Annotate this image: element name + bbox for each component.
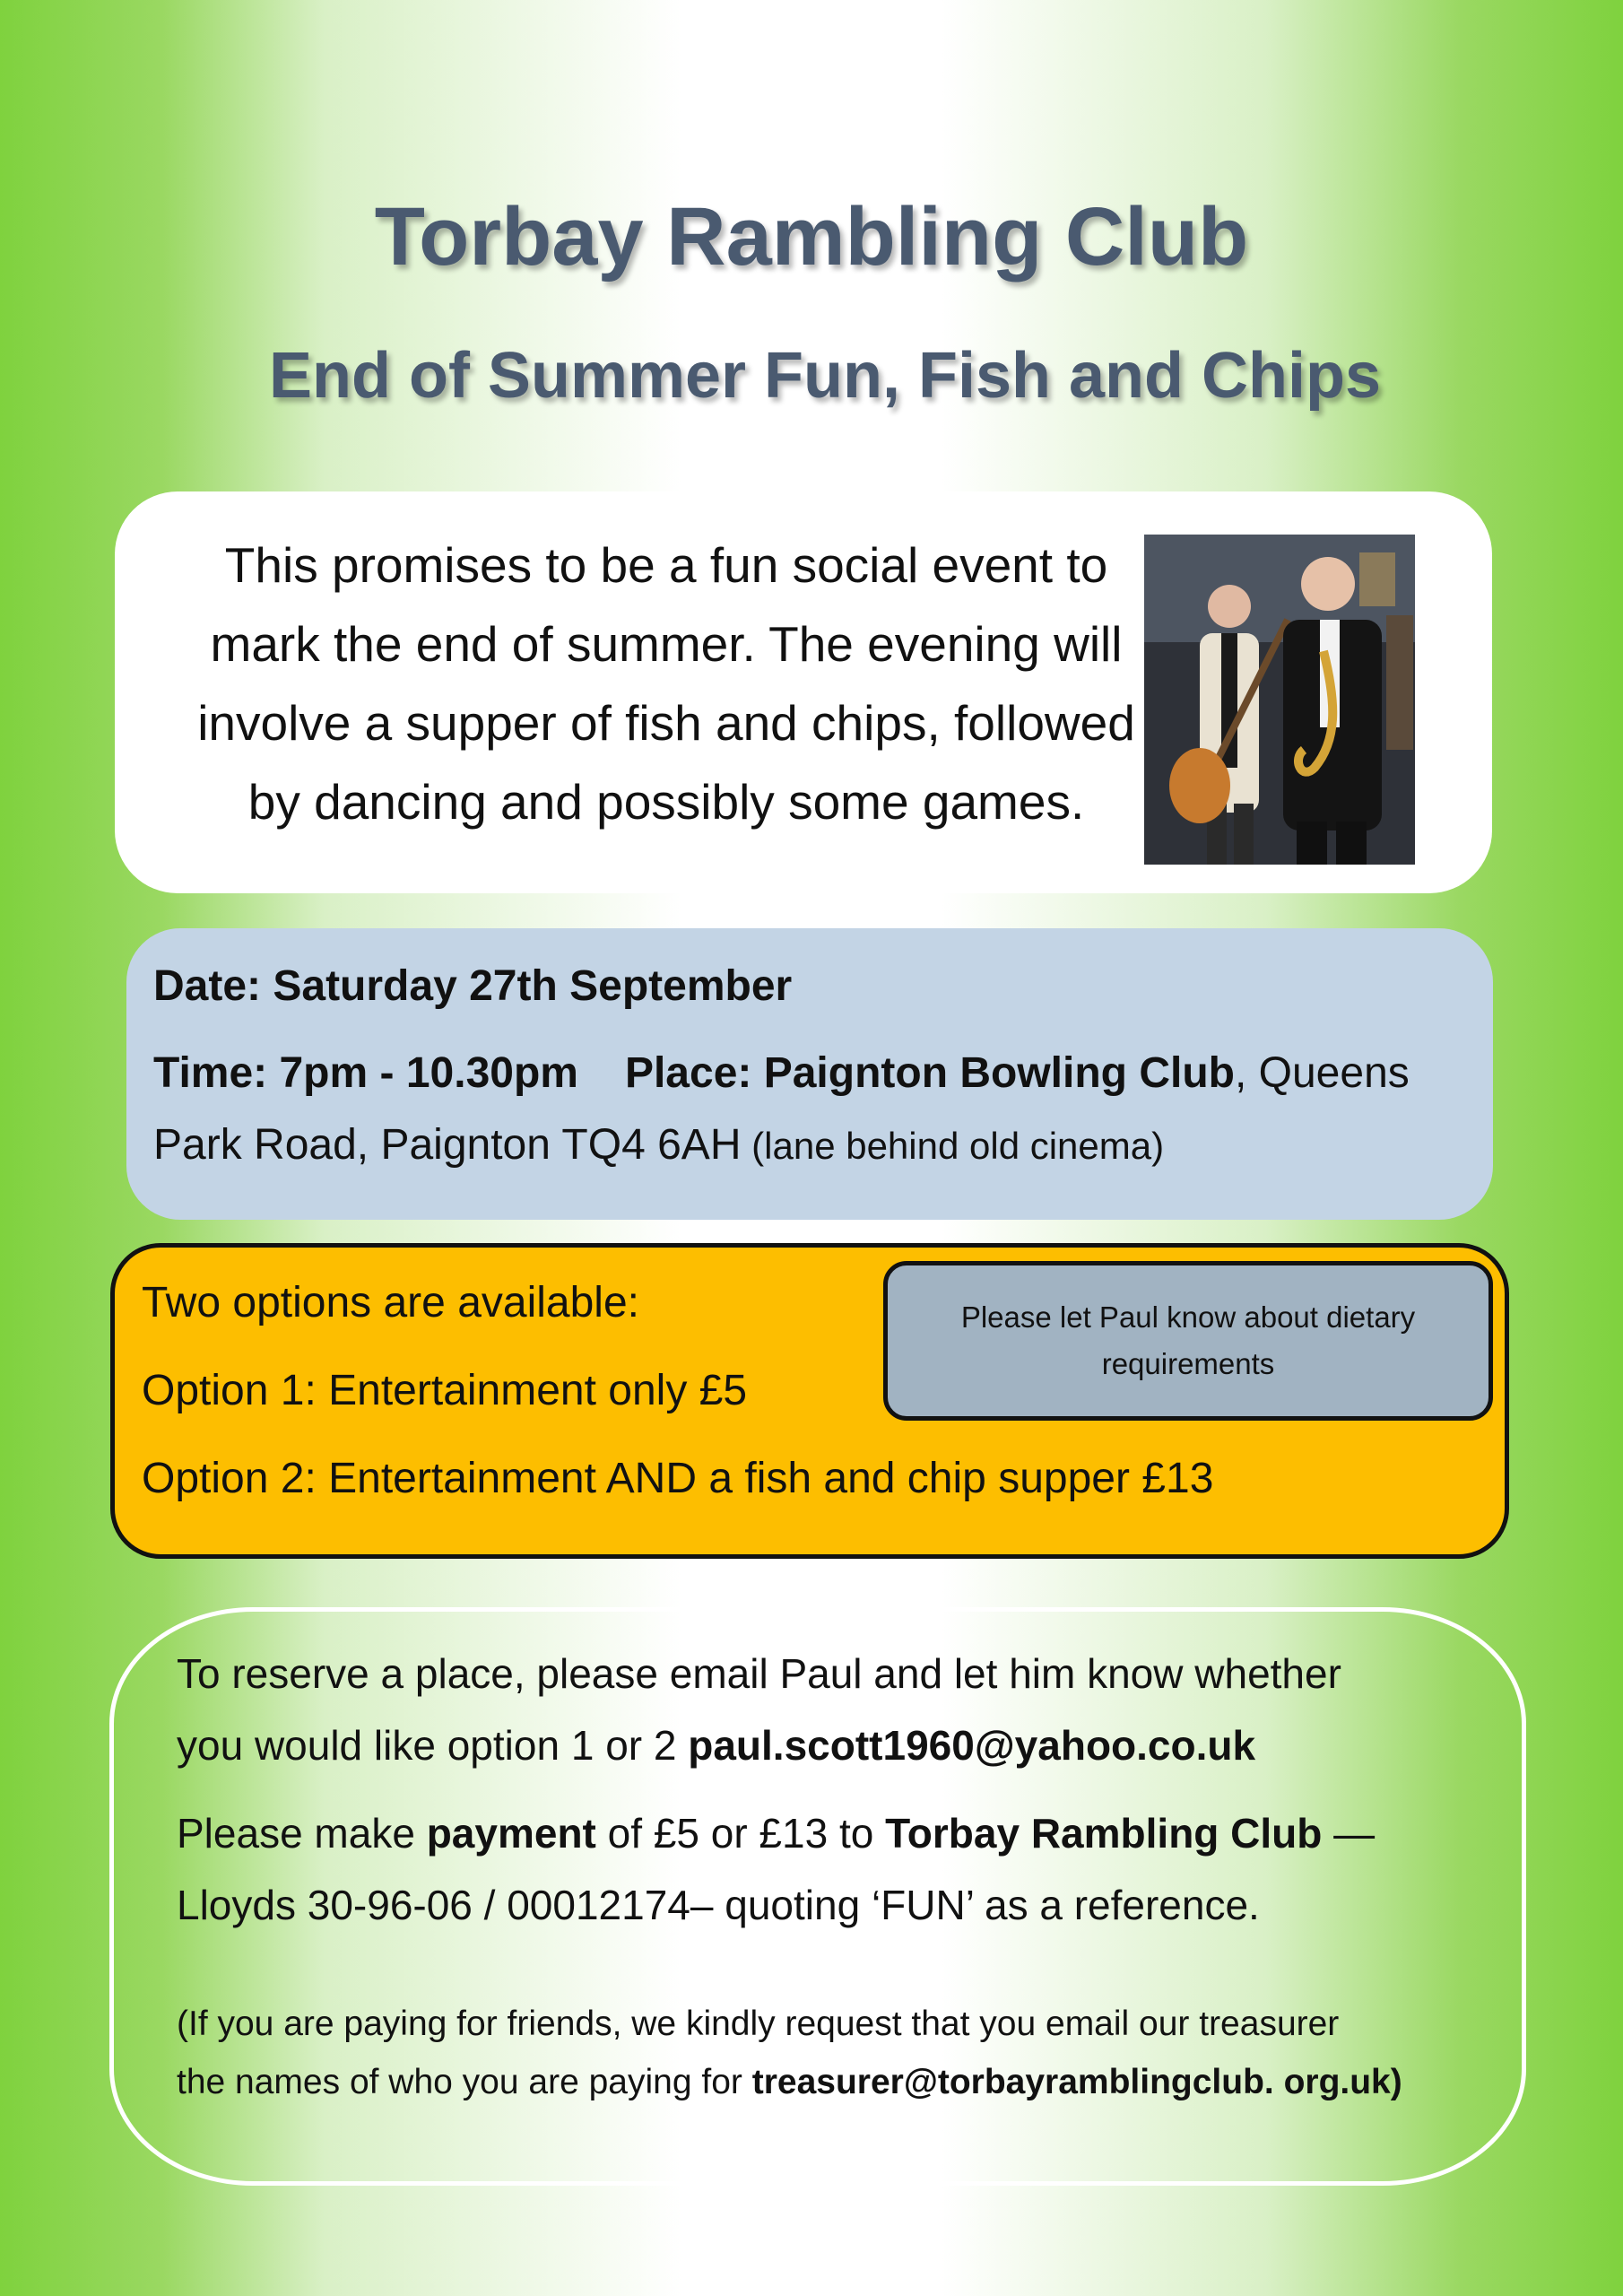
payment-line bbox=[177, 1809, 1375, 1857]
dietary-note-text: Please let Paul know about dietary requirements bbox=[960, 1300, 1416, 1380]
payment-keyword: payment bbox=[426, 1810, 596, 1857]
band-photo-illustration bbox=[1144, 535, 1415, 865]
event-place: Place: Paignton Bowling Club bbox=[624, 1049, 1235, 1097]
event-date-text: Date: Saturday 27th September bbox=[153, 962, 793, 1010]
band-photo bbox=[1144, 535, 1415, 865]
intro-line: by dancing and possibly some games. bbox=[247, 774, 1085, 830]
intro-line: This promises to be a fun social event to bbox=[224, 537, 1108, 593]
bank-details: Lloyds 30-96-06 / 00012174– quoting ‘FUN’ as a reference. bbox=[177, 1882, 1260, 1928]
event-address-text: Park Road, Paignton TQ4 6AH bbox=[153, 1121, 742, 1169]
event-address-note: (lane behind old cinema) bbox=[741, 1125, 1165, 1167]
club-title: Torbay Rambling Club bbox=[374, 191, 1249, 283]
dietary-note-box bbox=[883, 1261, 1493, 1421]
intro-line: mark the end of summer. The evening will bbox=[210, 616, 1123, 672]
friends-note-line-2 bbox=[177, 2063, 1402, 2102]
reserve-line-1: To reserve a place, please email Paul and let him know whether bbox=[177, 1650, 1341, 1697]
intro-panel bbox=[115, 491, 1492, 893]
reserve-line-2 bbox=[177, 1721, 1255, 1770]
intro-line: involve a supper of fish and chips, followed bbox=[197, 695, 1135, 751]
reserve-line-2-text: you would like option 1 or 2 bbox=[177, 1722, 689, 1769]
payment-text-a: Please make bbox=[177, 1810, 427, 1857]
intro-text bbox=[151, 526, 1182, 841]
event-place-rest: , Queens bbox=[1234, 1049, 1410, 1097]
payment-text-c: of £5 or £13 to bbox=[595, 1810, 886, 1857]
contact-email-link[interactable]: paul.scott1960@yahoo.co.uk bbox=[688, 1722, 1256, 1769]
payment-text-e: — bbox=[1322, 1810, 1376, 1857]
friends-note-line-1: (If you are paying for friends, we kindly request that you email our treasurer bbox=[177, 2005, 1340, 2043]
event-subtitle: End of Summer Fun, Fish and Chips bbox=[268, 340, 1382, 412]
treasurer-email-link[interactable]: treasurer@torbayramblingclub. org.uk) bbox=[751, 2063, 1402, 2101]
pricing-options-panel bbox=[110, 1243, 1509, 1559]
reservation-panel bbox=[109, 1607, 1526, 2186]
event-time-place bbox=[153, 1048, 1410, 1098]
event-details-panel bbox=[126, 928, 1493, 1220]
friends-note-text: the names of who you are paying for bbox=[177, 2063, 752, 2101]
option-1: Option 1: Entertainment only £5 bbox=[142, 1367, 748, 1414]
event-time: Time: 7pm - 10.30pm bbox=[153, 1049, 578, 1097]
payee-name: Torbay Rambling Club bbox=[885, 1810, 1323, 1857]
options-heading: Two options are available: bbox=[142, 1279, 639, 1326]
event-date bbox=[153, 961, 792, 1011]
option-2: Option 2: Entertainment AND a fish and chip supper £13 bbox=[142, 1455, 1214, 1502]
event-address bbox=[153, 1120, 1164, 1170]
